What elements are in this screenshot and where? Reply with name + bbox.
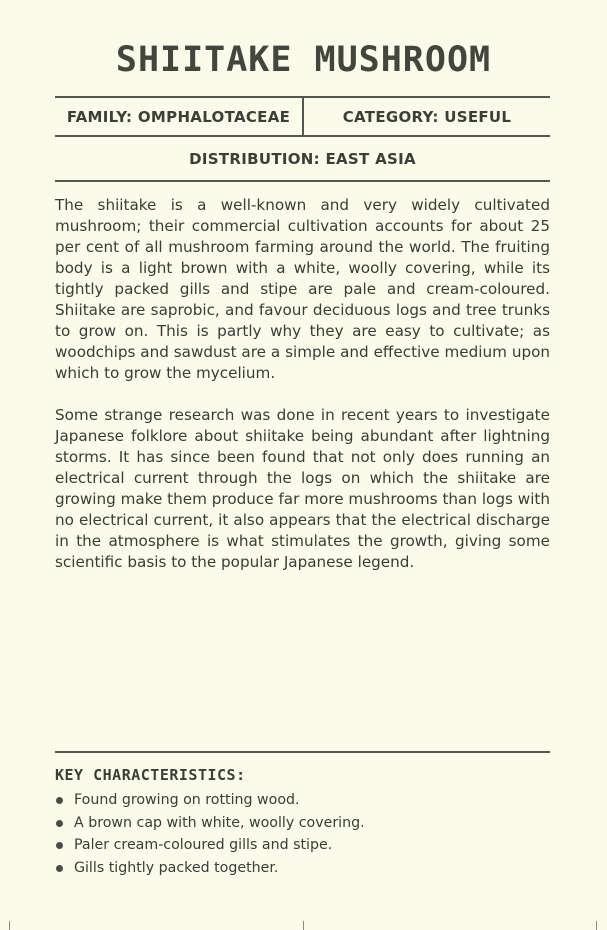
bullet-icon: [56, 797, 63, 804]
bullet-icon: [56, 865, 63, 872]
description-paragraph-1: The shiitake is a well-known and very widely cultivated mushroom; their commercial cultivation accounts for about 25 per cent of all mushroom farming around the world. The fruiting body is a light brown with a white, woolly covering, while its tightly packed gills and stipe are pale and cream-coloured. Shiitake are saprobic, and favour deciduous logs and tree trunks to grow on. This is partly why they are easy to cultivate; as woodchips and sawdust are a simple and effective medium upon which to grow the mycelium.: [55, 196, 550, 382]
page-title: SHIITAKE MUSHROOM: [115, 40, 492, 80]
crop-mark: [303, 921, 304, 930]
crop-mark: [596, 921, 597, 930]
crop-mark: [9, 921, 10, 930]
bullet-icon: [56, 820, 63, 827]
distribution-label: DISTRIBUTION: EAST ASIA: [189, 150, 416, 168]
bullet-icon: [56, 842, 63, 849]
header-bottom-divider: [55, 180, 550, 182]
category-label: CATEGORY: USEFUL: [342, 108, 512, 126]
list-item: A brown cap with white, woolly covering.: [55, 812, 365, 835]
key-characteristics-heading: KEY CHARACTERISTICS:: [55, 766, 246, 784]
list-item: Found growing on rotting wood.: [55, 789, 365, 812]
key-characteristics-list: [55, 789, 365, 879]
list-item: Paler cream-coloured gills and stipe.: [55, 834, 365, 857]
list-item: Gills tightly packed together.: [55, 857, 365, 880]
description: [55, 195, 550, 594]
key-characteristics-divider: [55, 751, 550, 753]
header-middle-divider: [55, 135, 550, 137]
family-label: FAMILY: OMPHALOTACEAE: [66, 108, 291, 126]
description-paragraph-2: Some strange research was done in recent years to investigate Japanese folklore about shiitake being abundant after lightning storms. It has since been found that not only does running an electrical current through the logs on which the shiitake are growing make them produce far more mushrooms than logs with no electrical current, it also appears that the electrical discharge in the atmosphere is what stimulates the growth, giving some scientific basis to the popular Japanese legend.: [55, 406, 550, 571]
